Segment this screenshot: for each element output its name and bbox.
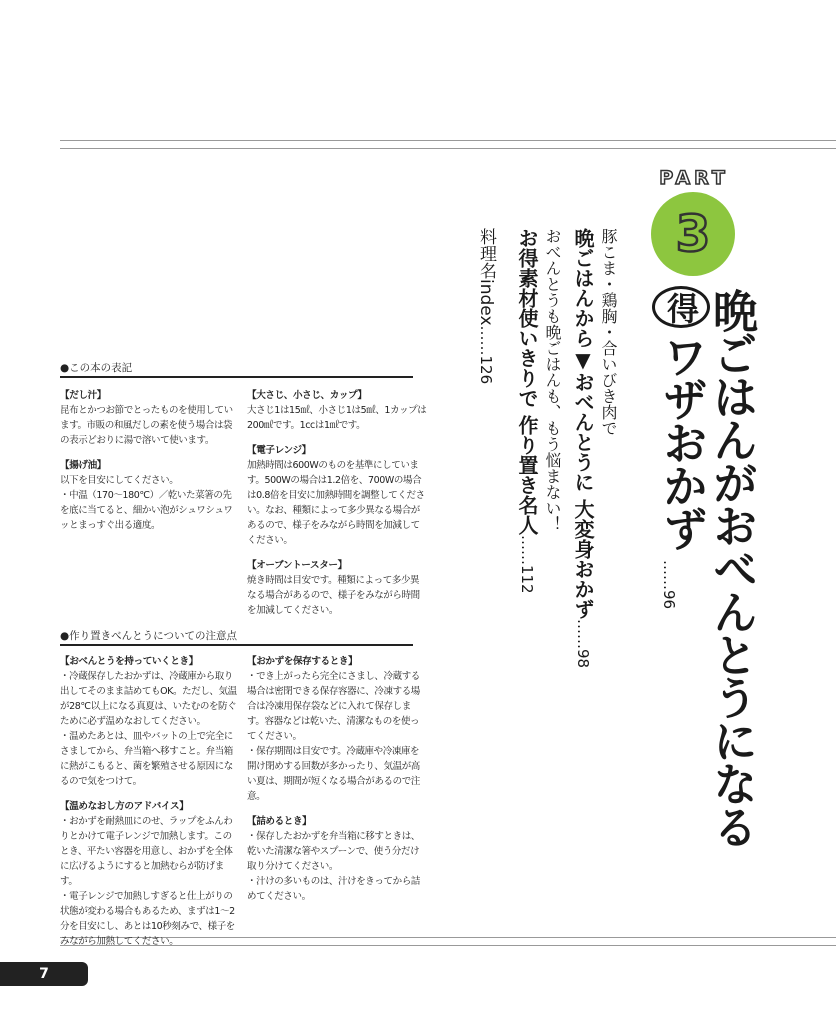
entry-3-title: 料理名index: [476, 228, 496, 326]
note-text: ・中温（170〜180℃）／乾いた菜箸の先を底に当てると、細かい泡がシュワシュワッとまっすぐ出る適度。: [60, 490, 233, 531]
note-block: [247, 388, 427, 433]
title-line2-text: ワザおかず: [655, 334, 708, 549]
note-text: ・保存したおかずを弁当箱に移すときは、乾いた清潔な箸やスプーンで、使う分だけ取り分けてください。: [247, 831, 420, 872]
page-number: 7: [39, 966, 49, 982]
entry-1-subtitle: 豚こま・鶏胸・合いびき肉で: [599, 228, 618, 436]
note-title: 【揚げ油】: [60, 460, 106, 471]
entry-2-title: お得素材使いきりで 作り置き名人: [515, 228, 539, 535]
top-rule: [60, 140, 836, 141]
top-rule-2: [60, 148, 836, 149]
entry-2-page: ……112: [518, 534, 536, 594]
entry-2-subtitle: おべんとうも晩ごはんも、もう悩まない！: [543, 228, 562, 532]
note-block: [60, 654, 240, 789]
note-text: ・汁けの多いものは、汁けをきってから詰めてください。: [247, 876, 420, 902]
note-block: [247, 654, 427, 804]
note-title: 【おべんとうを持っていくとき】: [60, 656, 198, 667]
toc-entry-1[interactable]: [569, 228, 598, 668]
note-text: 加熱時間は600Wのものを基準にしています。500Wの場合は1.2倍を、700Wの場合は0.8倍を目安に加熱時間を調整してください。なお、種類によって多少異なる場合があるので、様子をみながら時間を加減してください。: [247, 460, 425, 546]
notation-left-column: [60, 388, 240, 543]
part-title-line2: [649, 286, 714, 549]
entry-1-page: ……98: [574, 618, 592, 669]
part-number: 3: [675, 205, 711, 263]
note-text: ・でき上がったら完全にさまし、冷蔵する場合は密閉できる保存容器に、冷凍する場合は冷凍用保存袋などに入れて保存します。容器などは乾いた、清潔なものを使ってください。: [247, 671, 420, 742]
note-title: 【だし汁】: [60, 390, 106, 401]
note-text: 大さじ1は15㎖、小さじ1は5㎖、1カップは200㎖です。1ccは1㎖です。: [247, 405, 427, 431]
note-block: [60, 799, 240, 949]
cautions-right-column: [247, 654, 427, 914]
part-title-line1: 晩ごはんがおべんとうになる: [705, 288, 758, 847]
cautions-heading: ●作り置きべんとうについての注意点: [60, 630, 237, 642]
note-text: 以下を目安にしてください。: [60, 475, 179, 486]
note-text: 昆布とかつお節でとったものを使用しています。市販の和風だしの素を使う場合は袋の表示どおりに湯で溶いて使います。: [60, 405, 233, 446]
cautions-left-column: [60, 654, 240, 959]
toku-badge: 得: [652, 286, 710, 328]
note-text: ・電子レンジで加熱しすぎると仕上がりの状態が変わる場合もあるため、まずは1〜2分を目安にし、あとは10秒刻みで、様子をみながら加熱してください。: [60, 891, 235, 947]
cautions-rule: [60, 644, 413, 646]
note-text: ・温めたあとは、皿やバットの上で完全にさましてから、弁当箱へ移すこと。弁当箱に熱がこもると、菌を繁殖させる原因になるので気をつけて。: [60, 731, 233, 787]
part-title-page: ……96: [660, 560, 678, 610]
page-number-tab: [0, 962, 88, 986]
toc-entry-2[interactable]: [513, 228, 542, 594]
notation-right-column: [247, 388, 427, 628]
note-block: [247, 558, 427, 618]
note-text: ・保存期間は目安です。冷蔵庫や冷凍庫を開け閉めする回数が多かったり、気温が高い夏は、期間が短くなる場合があるので注意。: [247, 746, 420, 802]
note-title: 【大さじ、小さじ、カップ】: [247, 390, 367, 401]
toc-entry-3[interactable]: [474, 228, 499, 384]
note-title: 【おかずを保存するとき】: [247, 656, 358, 667]
note-block: [247, 443, 427, 548]
notation-rule: [60, 376, 413, 378]
note-block: [247, 814, 427, 904]
note-block: [60, 458, 240, 533]
note-title: 【温めなおし方のアドバイス】: [60, 801, 189, 812]
note-title: 【電子レンジ】: [247, 445, 311, 456]
note-text: ・冷蔵保存したおかずは、冷蔵庫から取り出してそのまま詰めてもOK。ただし、気温が28℃以上になる真夏は、いたむのを防ぐために必ず温めなおしてください。: [60, 671, 237, 727]
entry-1-title: 晩ごはんから▼おべんとうに 大変身おかず: [571, 228, 595, 619]
note-text: 焼き時間は目安です。種類によって多少異なる場合があるので、様子をみながら時間を加減してください。: [247, 575, 420, 616]
notation-heading: ●この本の表記: [60, 362, 133, 374]
entry-3-page: ……126: [477, 325, 495, 385]
note-title: 【オーブントースター】: [247, 560, 347, 571]
note-block: [60, 388, 240, 448]
note-title: 【詰めるとき】: [247, 816, 312, 827]
part-number-circle: [651, 192, 735, 276]
part-label: PART: [659, 167, 729, 189]
note-text: ・おかずを耐熱皿にのせ、ラップをふんわりとかけて電子レンジで加熱します。このとき、平たい容器を用意し、おかずを全体に広げるようにすると加熱むらが防げます。: [60, 816, 233, 887]
